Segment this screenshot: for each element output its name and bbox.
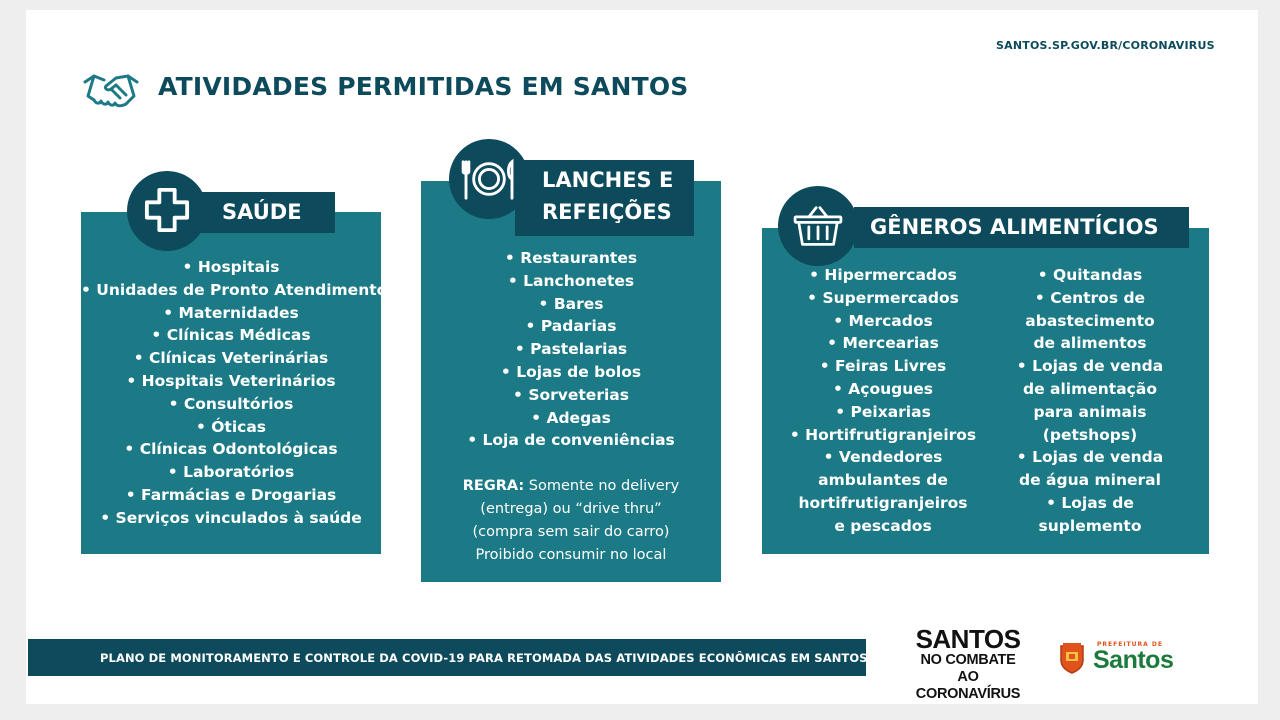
- list-item: • Óticas: [195, 417, 267, 436]
- handshake-icon: [82, 64, 140, 112]
- generos-list-left: [778, 264, 988, 538]
- lanches-header: [515, 160, 694, 236]
- list-item: • Farmácias e Drogarias: [125, 485, 337, 504]
- list-item: • Mercados: [833, 311, 933, 330]
- lanches-rule: [421, 475, 721, 567]
- website-url[interactable]: SANTOS.SP.GOV.BR/CORONAVIRUS: [996, 39, 1215, 52]
- rule-text-line4: Proibido consumir no local: [475, 547, 667, 563]
- list-item: • Maternidades: [163, 303, 299, 322]
- list-item: • Lojas de venda: [1016, 357, 1164, 376]
- list-item: • Hospitais: [182, 258, 280, 276]
- plate-cutlery-icon: [460, 156, 518, 202]
- logo-santos-text: Santos: [1093, 646, 1174, 674]
- footer-band: [28, 639, 866, 676]
- lanches-icon-circle: [449, 139, 529, 219]
- list-item: hortifrutigranjeiros: [798, 493, 968, 512]
- list-item: de alimentos: [1033, 334, 1147, 353]
- list-item: (petshops): [1042, 425, 1138, 444]
- saude-list: [81, 256, 388, 530]
- list-item: • Supermercados: [807, 288, 959, 307]
- page-title: ATIVIDADES PERMITIDAS EM SANTOS: [158, 72, 689, 101]
- list-item: abastecimento: [1025, 311, 1155, 330]
- saude-title: SAÚDE: [222, 200, 302, 224]
- shopping-basket-icon: [791, 204, 845, 248]
- list-item: • Peixarias: [835, 402, 931, 421]
- list-item: • Clínicas Odontológicas: [124, 440, 338, 459]
- saude-header: [196, 192, 335, 233]
- footer-text: PLANO DE MONITORAMENTO E CONTROLE DA COVID-19 PARA RETOMADA DAS ATIVIDADES ECONÔMICAS EM SANTOS: [100, 651, 868, 665]
- list-item: • Laboratórios: [167, 463, 295, 482]
- generos-list-right: [1000, 264, 1180, 538]
- list-item: • Serviços vinculados à saúde: [100, 508, 362, 527]
- rule-text-line3: (compra sem sair do carro): [472, 524, 670, 540]
- list-item: • Vendedores: [823, 448, 943, 467]
- medical-cross-icon: [144, 187, 190, 233]
- list-item: • Lojas de: [1046, 493, 1134, 512]
- list-item: • Açougues: [832, 379, 934, 398]
- list-item: • Loja de conveniências: [467, 431, 675, 450]
- list-item: • Bares: [538, 294, 604, 313]
- list-item: • Lojas de bolos: [500, 362, 642, 381]
- list-item: • Hipermercados: [809, 266, 957, 284]
- list-item: • Sorveterias: [513, 385, 629, 404]
- rule-text-line1: Somente no delivery: [524, 478, 680, 494]
- list-item: para animais: [1033, 402, 1147, 421]
- lanches-title-line2: REFEIÇÕES: [542, 200, 672, 224]
- list-item: • Clínicas Veterinárias: [133, 349, 329, 368]
- list-item: ambulantes de: [818, 471, 948, 490]
- list-item: • Consultórios: [168, 394, 294, 413]
- campaign-line1: SANTOS: [915, 624, 1021, 654]
- lanches-title-line1: LANCHES E: [542, 168, 674, 192]
- list-item: • Lanchonetes: [507, 271, 635, 290]
- list-item: • Hortifrutigranjeiros: [789, 425, 977, 444]
- list-item: • Feiras Livres: [819, 357, 947, 376]
- generos-title: GÊNEROS ALIMENTÍCIOS: [870, 215, 1159, 239]
- rule-text-line2: (entrega) ou “drive thru”: [480, 501, 662, 517]
- list-item: • Centros de: [1034, 288, 1146, 307]
- list-item: • Mercearias: [827, 334, 939, 353]
- generos-header: [854, 207, 1189, 248]
- generos-icon-circle: [778, 186, 858, 266]
- list-item: • Quitandas: [1037, 266, 1143, 284]
- saude-icon-circle: [127, 171, 207, 251]
- campaign-logo: [914, 626, 1022, 703]
- campaign-line2: NO COMBATE: [920, 652, 1016, 668]
- list-item: • Unidades de Pronto Atendimento: [81, 280, 388, 299]
- list-item: • Lojas de venda: [1016, 448, 1164, 467]
- list-item: • Hospitais Veterinários: [126, 371, 336, 390]
- prefeitura-logo: [1055, 640, 1190, 676]
- campaign-line3: AO CORONAVÍRUS: [915, 669, 1021, 702]
- logo-prefeitura-text: PREFEITURA DE: [1097, 641, 1163, 648]
- list-item: suplemento: [1038, 516, 1142, 535]
- list-item: de alimentação: [1023, 379, 1157, 398]
- rule-label: REGRA:: [462, 478, 525, 494]
- list-item: • Clínicas Médicas: [151, 326, 311, 345]
- list-item: • Restaurantes: [504, 249, 638, 267]
- list-item: • Adegas: [531, 408, 611, 427]
- lanches-list: [421, 247, 721, 452]
- list-item: • Pastelarias: [514, 340, 628, 359]
- list-item: • Padarias: [525, 317, 617, 336]
- city-crest-icon: [1057, 642, 1087, 674]
- list-item: de água mineral: [1019, 471, 1161, 490]
- list-item: e pescados: [834, 516, 932, 535]
